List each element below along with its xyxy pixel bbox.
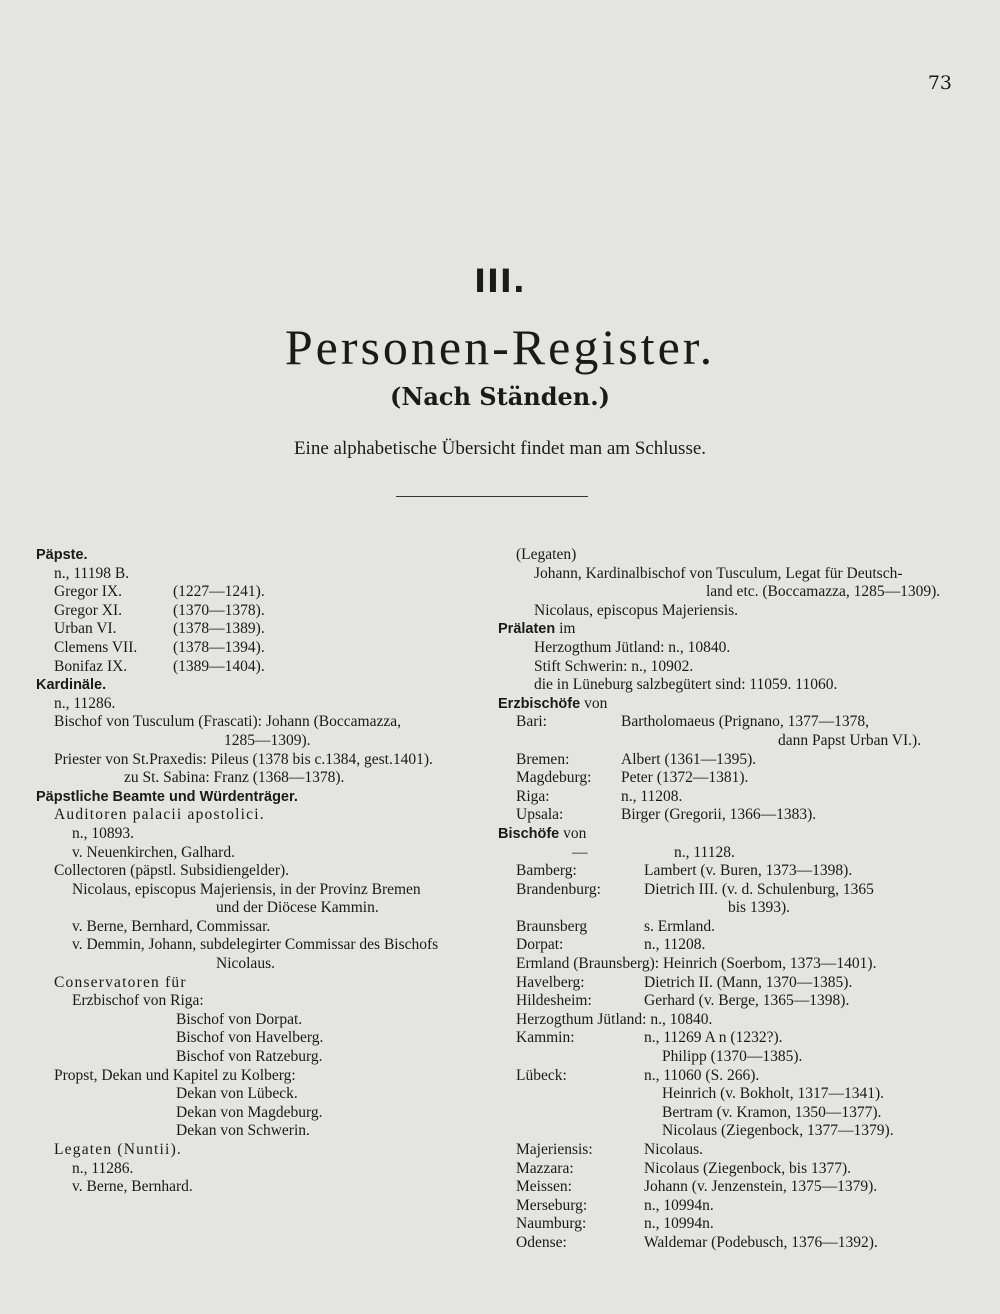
list-item: v. Neuenkirchen, Galhard. (72, 843, 235, 861)
divider (396, 496, 588, 497)
list-item: Herzogthum Jütland: n., 10840. (516, 1010, 713, 1028)
page-note: Eine alphabetische Übersicht findet man am Schlusse. (293, 438, 707, 459)
list-item: Clemens VII. (1378—1394). (54, 638, 265, 656)
list-item: Meissen: Johann (v. Jenzenstein, 1375—1379). (516, 1178, 878, 1196)
list-item: — n., 11128. (572, 843, 735, 861)
right-column (498, 546, 948, 1253)
list-item: und der Diöcese Kammin. (216, 899, 379, 917)
list-item-cont: bis 1393). (728, 899, 790, 917)
list-item: Brandenburg: Dietrich III. (v. d. Schulenburg, 1365 (516, 880, 874, 898)
list-item: Bischof von Havelberg. (176, 1029, 324, 1047)
page-number: 73 (927, 72, 952, 94)
list-item: Nicolaus, episcopus Majeriensis, in der Provinz Bremen (72, 880, 421, 898)
list-item: Hildesheim: Gerhard (v. Berge, 1365—1398). (516, 992, 850, 1010)
subsection-label: Auditoren palacii apostolici. (54, 806, 265, 824)
list-item: Lübeck: n., 11060 (S. 266). (516, 1066, 760, 1084)
list-item: Kammin: n., 11269 A n (1232?). (516, 1029, 783, 1047)
list-item-cont: Nicolaus (Ziegenbock, 1377—1379). (662, 1122, 894, 1140)
list-item: Nicolaus, episcopus Majeriensis. (534, 601, 739, 619)
list-item: Bischof von Ratzeburg. (176, 1048, 323, 1066)
list-item: n., 11198 B. (54, 564, 130, 582)
list-item: Gregor IX. (1227—1241). (54, 583, 265, 601)
list-item: Herzogthum Jütland: n., 10840. (534, 638, 731, 656)
list-item: Urban VI. (1378—1389). (54, 620, 265, 638)
list-item: Naumburg: n., 10994n. (516, 1215, 714, 1233)
heading-suffix: im (559, 620, 576, 638)
page-subtitle: (Nach Ständen.) (390, 382, 610, 411)
list-item: v. Demmin, Johann, subdelegirter Commissar des Bischofs (72, 936, 439, 954)
subsection-label: Conservatoren für (54, 973, 187, 991)
list-item: Bischof von Tusculum (Frascati): Johann (Boccamazza, (54, 713, 401, 731)
section-heading-erzbischoefe: Erzbischöfe (498, 695, 581, 712)
list-item: Johann, Kardinalbischof von Tusculum, Legat für Deutsch- (534, 564, 903, 582)
page-title: Personen-Register. (284, 319, 716, 375)
continued-label: (Legaten) (516, 546, 577, 563)
list-item: Merseburg: n., 10994n. (516, 1196, 714, 1214)
section-numeral: III. (474, 262, 526, 300)
list-item: Mazzara: Nicolaus (Ziegenbock, bis 1377). (516, 1159, 852, 1177)
heading-suffix: von (584, 694, 608, 712)
list-item: Ermland (Braunsberg): Heinrich (Soerbom, 1373—1401). (516, 955, 877, 973)
list-item: 1285—1309). (224, 731, 311, 749)
list-item: land etc. (Boccamazza, 1285—1309). (706, 583, 941, 601)
list-item: Erzbischof von Riga: (72, 992, 204, 1010)
list-item: Dekan von Schwerin. (176, 1122, 310, 1140)
list-item: Upsala: Birger (Gregorii, 1366—1383). (516, 806, 817, 824)
list-item: Dekan von Magdeburg. (176, 1103, 323, 1121)
list-item: v. Berne, Bernhard. (72, 1178, 193, 1196)
list-item: Bischof von Dorpat. (176, 1010, 303, 1028)
list-item: Bremen: Albert (1361—1395). (516, 750, 757, 768)
list-item: n., 11286. (72, 1159, 134, 1177)
list-item-cont: Bertram (v. Kramon, 1350—1377). (662, 1103, 882, 1121)
list-item: Magdeburg: Peter (1372—1381). (516, 769, 749, 787)
list-item: Dekan von Lübeck. (176, 1085, 298, 1103)
list-item: Stift Schwerin: n., 10902. (534, 657, 694, 675)
section-heading-bischoefe: Bischöfe (498, 825, 560, 842)
left-column (36, 546, 486, 1197)
list-item: Priester von St.Praxedis: Pileus (1378 bis c.1384, gest.1401). (54, 750, 433, 768)
list-item: Dorpat: n., 11208. (516, 936, 706, 954)
list-item: Braunsberg s. Ermland. (516, 917, 716, 935)
heading-suffix: von (563, 824, 587, 842)
list-item: v. Berne, Bernhard, Commissar. (72, 917, 271, 935)
subsection-label: Collectoren (päpstl. Subsidiengelder). (54, 862, 290, 880)
list-item: n., 11286. (54, 694, 116, 712)
list-item-cont: dann Papst Urban VI.). (778, 731, 922, 749)
list-item-cont: Philipp (1370—1385). (662, 1048, 803, 1066)
list-item: Gregor XI. (1370—1378). (54, 601, 265, 619)
list-item: Propst, Dekan und Kapitel zu Kolberg: (54, 1066, 296, 1084)
list-item: Odense: Waldemar (Podebusch, 1376—1392). (516, 1233, 878, 1251)
list-item: Havelberg: Dietrich II. (Mann, 1370—1385). (516, 973, 853, 991)
section-heading-kardinaele: Kardinäle. (36, 677, 107, 694)
list-item: Bamberg: Lambert (v. Buren, 1373—1398). (516, 862, 853, 880)
list-item: Majeriensis: Nicolaus. (516, 1141, 703, 1158)
subsection-label: Legaten (Nuntii). (54, 1141, 182, 1158)
section-heading-paepste: Päpste. (36, 547, 88, 563)
list-item: zu St. Sabina: Franz (1368—1378). (124, 769, 345, 787)
section-heading-beamte: Päpstliche Beamte und Würdenträger. (36, 788, 298, 805)
list-item: Nicolaus. (216, 955, 275, 973)
list-item: Bonifaz IX. (1389—1404). (54, 657, 265, 675)
list-item: n., 10893. (72, 824, 134, 842)
list-item: die in Lüneburg salzbegütert sind: 11059. 11060. (534, 676, 838, 694)
section-heading-praelaten: Prälaten (498, 621, 556, 638)
list-item-cont: Heinrich (v. Bokholt, 1317—1341). (662, 1085, 884, 1103)
list-item: Riga: n., 11208. (516, 787, 683, 805)
list-item: Bari: Bartholomaeus (Prignano, 1377—1378, (516, 713, 869, 731)
